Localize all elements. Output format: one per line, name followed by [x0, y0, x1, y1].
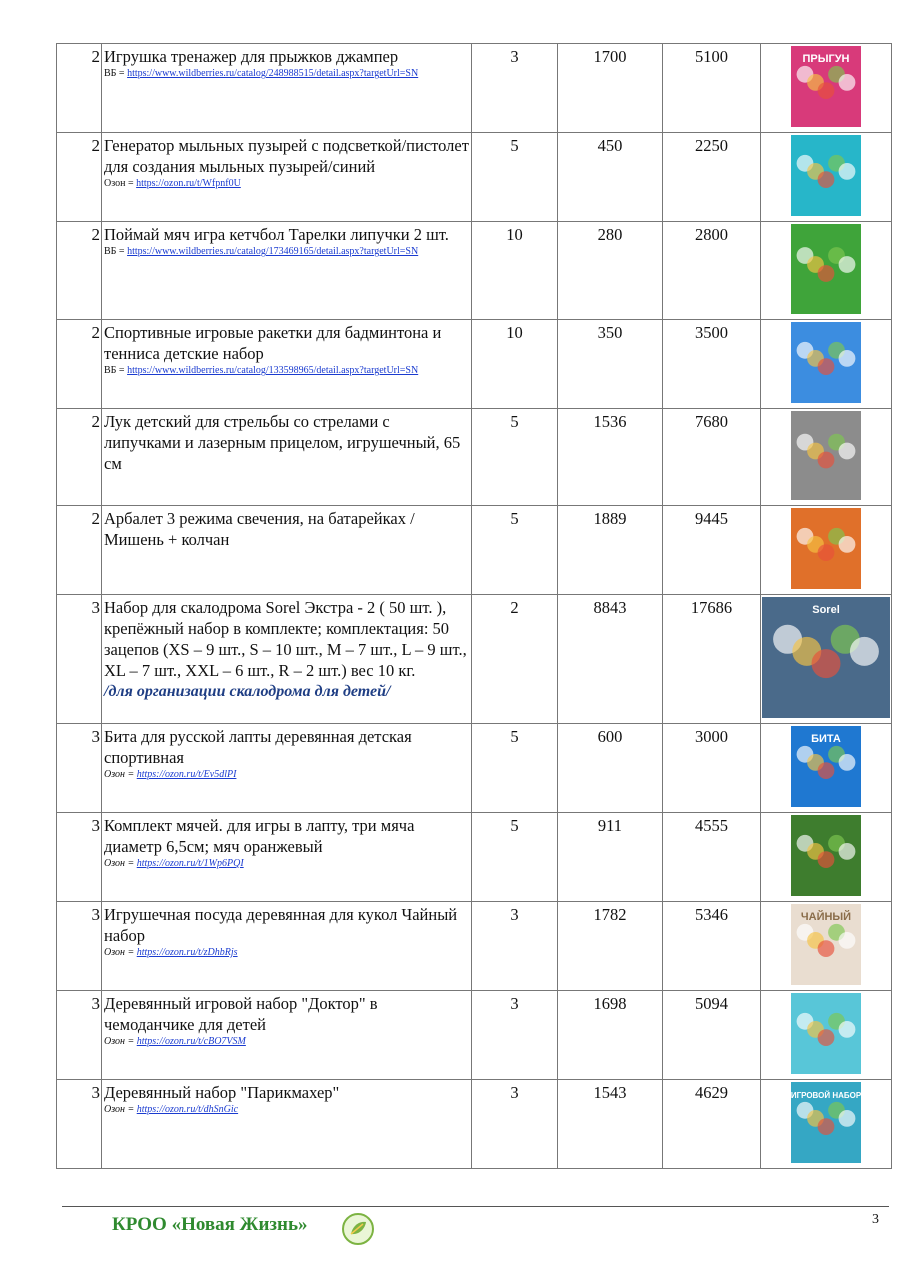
total-price: 17686: [690, 598, 733, 617]
table-row: [57, 133, 892, 222]
product-image: [791, 904, 861, 985]
product-image: [791, 135, 861, 216]
quantity: 2: [510, 598, 519, 617]
row-number: 3: [91, 727, 100, 746]
quantity: 5: [510, 509, 519, 528]
total-price: 5094: [695, 994, 728, 1013]
source-prefix: Озон =: [104, 178, 137, 189]
item-description: Деревянный игровой набор "Доктор" в чемоданчике для детей: [104, 994, 378, 1034]
total-cell: [663, 222, 761, 320]
quantity: 3: [510, 994, 519, 1013]
product-image-cell: [761, 506, 892, 595]
product-image-cell: [761, 724, 892, 813]
product-image: [791, 508, 861, 589]
quantity-cell: [472, 44, 558, 133]
product-image-cell: [761, 595, 892, 724]
product-image: [791, 224, 861, 314]
price-cell: [558, 813, 663, 902]
product-image-text: ЧАЙНЫЙ: [800, 911, 852, 923]
row-number-cell: [57, 320, 102, 409]
row-number-cell: [57, 409, 102, 506]
row-number-cell: [57, 44, 102, 133]
item-description: Набор для скалодрома Sorel Экстра - 2 ( 50 шт. ), крепёжный набор в комплекте; комплектация: 50 зацепов (XS – 9 шт., S – 10 шт., M – 7 шт., L – 9 шт., XL – 7 шт., XXL – 6 шт., R – 2 шт.) вес 10 кг.: [104, 598, 467, 680]
source-prefix: Озон =: [104, 947, 137, 958]
price-cell: [558, 409, 663, 506]
quantity: 3: [510, 905, 519, 924]
product-image-cell: [761, 1080, 892, 1169]
product-image-cell: [761, 133, 892, 222]
table-row: [57, 813, 892, 902]
quantity-cell: [472, 506, 558, 595]
quantity-cell: [472, 813, 558, 902]
description-cell: [102, 902, 472, 991]
total-cell: [663, 320, 761, 409]
table-row: [57, 44, 892, 133]
unit-price: 1536: [593, 412, 627, 431]
source-line: [104, 946, 469, 959]
total-price: 9445: [695, 509, 728, 528]
product-image-cell: [761, 902, 892, 991]
quantity: 10: [506, 323, 523, 342]
total-cell: [663, 813, 761, 902]
source-link[interactable]: https://ozon.ru/t/1Wp6PQI: [136, 858, 244, 869]
total-price: 3000: [695, 727, 728, 746]
product-image: [791, 815, 861, 896]
item-description: Деревянный набор "Парикмахер": [104, 1083, 340, 1102]
product-image-cell: [761, 44, 892, 133]
unit-price: 280: [597, 225, 623, 244]
unit-price: 8843: [593, 598, 627, 617]
unit-price: 911: [597, 816, 623, 835]
source-prefix: Озон =: [104, 769, 137, 780]
source-link[interactable]: https://www.wildberries.ru/catalog/248988515/detail.aspx?targetUrl=SN: [127, 68, 419, 79]
price-cell: [558, 1080, 663, 1169]
quantity-cell: [472, 595, 558, 724]
source-link[interactable]: https://ozon.ru/t/Wfpnf0U: [136, 178, 241, 189]
unit-price: 450: [597, 136, 623, 155]
quantity-cell: [472, 222, 558, 320]
description-cell: [102, 1080, 472, 1169]
unit-price: 1543: [593, 1083, 627, 1102]
item-description: Генератор мыльных пузырей с подсветкой/пистолет для создания мыльных пузырей/синий: [104, 136, 469, 176]
row-number: 2: [91, 47, 100, 66]
quantity-cell: [472, 1080, 558, 1169]
source-line: [104, 857, 469, 870]
row-number: 2: [91, 323, 100, 342]
quantity-cell: [472, 133, 558, 222]
item-description: Арбалет 3 режима свечения, на батарейках / Мишень + колчан: [104, 509, 415, 549]
total-cell: [663, 991, 761, 1080]
row-number-cell: [57, 1080, 102, 1169]
price-cell: [558, 320, 663, 409]
product-image-cell: [761, 222, 892, 320]
quantity: 5: [510, 412, 519, 431]
total-price: 3500: [695, 323, 728, 342]
total-cell: [663, 1080, 761, 1169]
product-image-cell: [761, 991, 892, 1080]
price-cell: [558, 991, 663, 1080]
quantity-cell: [472, 409, 558, 506]
row-number-cell: [57, 991, 102, 1080]
source-prefix: Озон =: [104, 1036, 137, 1047]
product-image: [791, 1082, 861, 1163]
item-note: /для организации скалодрома для детей/: [104, 683, 391, 700]
unit-price: 1700: [593, 47, 627, 66]
total-price: 7680: [695, 412, 728, 431]
org-leaf-logo-icon: [341, 1212, 375, 1251]
total-price: 4629: [695, 1083, 728, 1102]
source-prefix: Озон =: [104, 858, 137, 869]
footer-divider: [62, 1206, 889, 1207]
source-line: [104, 768, 469, 781]
total-price: 4555: [695, 816, 728, 835]
unit-price: 350: [597, 323, 623, 342]
source-prefix: ВБ =: [104, 246, 128, 257]
item-description: Поймай мяч игра кетчбол Тарелки липучки 2 шт.: [104, 225, 449, 244]
price-cell: [558, 724, 663, 813]
quantity: 5: [510, 727, 519, 746]
row-number: 2: [91, 136, 100, 155]
source-link[interactable]: https://www.wildberries.ru/catalog/173469165/detail.aspx?targetUrl=SN: [127, 246, 419, 257]
row-number: 2: [91, 509, 100, 528]
row-number: 2: [91, 412, 100, 431]
item-description: Игрушка тренажер для прыжков джампер: [104, 47, 399, 66]
org-logo-text: КРОО «Новая Жизнь»: [112, 1214, 308, 1235]
description-cell: [102, 595, 472, 724]
description-cell: [102, 222, 472, 320]
unit-price: 1698: [593, 994, 627, 1013]
table-row: [57, 724, 892, 813]
quantity: 5: [510, 816, 519, 835]
source-line: [104, 245, 469, 258]
product-image-cell: [761, 813, 892, 902]
price-cell: [558, 222, 663, 320]
row-number-cell: [57, 133, 102, 222]
page-number: 3: [872, 1212, 879, 1227]
product-image: [791, 993, 861, 1074]
price-cell: [558, 595, 663, 724]
source-link[interactable]: https://ozon.ru/t/zDhbRjs: [136, 947, 238, 958]
row-number-cell: [57, 902, 102, 991]
source-link[interactable]: https://ozon.ru/t/dhSnGic: [136, 1104, 239, 1115]
product-image-text: ИГРОВОЙ НАБОР: [791, 1091, 861, 1100]
source-link[interactable]: https://ozon.ru/t/cBO7VSM: [136, 1036, 246, 1047]
unit-price: 1782: [593, 905, 627, 924]
total-price: 5100: [695, 47, 728, 66]
description-cell: [102, 44, 472, 133]
quantity-cell: [472, 902, 558, 991]
row-number: 2: [91, 225, 100, 244]
product-image-cell: [761, 320, 892, 409]
quantity: 3: [510, 47, 519, 66]
item-description: Комплект мячей. для игры в лапту, три мяча диаметр 6,5см; мяч оранжевый: [104, 816, 415, 856]
price-cell: [558, 902, 663, 991]
quantity-cell: [472, 320, 558, 409]
table-row: [57, 409, 892, 506]
product-image: [791, 726, 861, 807]
source-link[interactable]: https://ozon.ru/t/Ev5dlPI: [136, 769, 237, 780]
row-number-cell: [57, 813, 102, 902]
total-cell: [663, 595, 761, 724]
total-cell: [663, 133, 761, 222]
description-cell: [102, 724, 472, 813]
source-line: [104, 1035, 469, 1048]
row-number-cell: [57, 222, 102, 320]
source-line: [104, 364, 469, 377]
product-image-text: БИТА: [811, 733, 841, 745]
description-cell: [102, 133, 472, 222]
source-prefix: Озон =: [104, 1104, 137, 1115]
items-table: [56, 43, 892, 1169]
total-cell: [663, 409, 761, 506]
quantity-cell: [472, 724, 558, 813]
description-cell: [102, 320, 472, 409]
source-line: [104, 177, 469, 190]
total-cell: [663, 902, 761, 991]
row-number: 3: [91, 1083, 100, 1102]
row-number-cell: [57, 724, 102, 813]
table-row: [57, 991, 892, 1080]
unit-price: 1889: [593, 509, 627, 528]
item-description: Лук детский для стрельбы со стрелами с липучками и лазерным прицелом, игрушечный, 65 см: [104, 412, 461, 473]
price-cell: [558, 506, 663, 595]
item-description: Спортивные игровые ракетки для бадминтона и тенниса детские набор: [104, 323, 442, 363]
table-row: [57, 902, 892, 991]
row-number: 3: [91, 994, 100, 1013]
item-description: Бита для русской лапты деревянная детская спортивная: [104, 727, 412, 767]
price-cell: [558, 44, 663, 133]
row-number-cell: [57, 595, 102, 724]
source-line: [104, 1103, 469, 1116]
quantity-cell: [472, 991, 558, 1080]
product-image-text: ПРЫГУН: [802, 53, 850, 65]
unit-price: 600: [597, 727, 623, 746]
row-number: 3: [91, 598, 100, 617]
total-price: 5346: [695, 905, 728, 924]
product-image: [791, 322, 861, 403]
quantity: 3: [510, 1083, 519, 1102]
description-cell: [102, 813, 472, 902]
source-prefix: ВБ =: [104, 68, 128, 79]
row-number-cell: [57, 506, 102, 595]
product-image-text: Sorel: [812, 604, 840, 616]
table-row: [57, 1080, 892, 1169]
product-image: [791, 46, 861, 127]
row-number: 3: [91, 905, 100, 924]
table-row: [57, 595, 892, 724]
total-cell: [663, 724, 761, 813]
description-cell: [102, 506, 472, 595]
source-line: [104, 67, 469, 80]
table-row: [57, 320, 892, 409]
quantity: 10: [506, 225, 523, 244]
source-prefix: ВБ =: [104, 365, 128, 376]
total-price: 2250: [695, 136, 728, 155]
total-cell: [663, 506, 761, 595]
product-image: [762, 597, 890, 718]
product-image-cell: [761, 409, 892, 506]
description-cell: [102, 991, 472, 1080]
table-row: [57, 222, 892, 320]
price-cell: [558, 133, 663, 222]
table-row: [57, 506, 892, 595]
product-image: [791, 411, 861, 500]
source-link[interactable]: https://www.wildberries.ru/catalog/133598965/detail.aspx?targetUrl=SN: [127, 365, 419, 376]
quantity: 5: [510, 136, 519, 155]
item-description: Игрушечная посуда деревянная для кукол Чайный набор: [104, 905, 458, 945]
total-price: 2800: [695, 225, 728, 244]
total-cell: [663, 44, 761, 133]
row-number: 3: [91, 816, 100, 835]
description-cell: [102, 409, 472, 506]
